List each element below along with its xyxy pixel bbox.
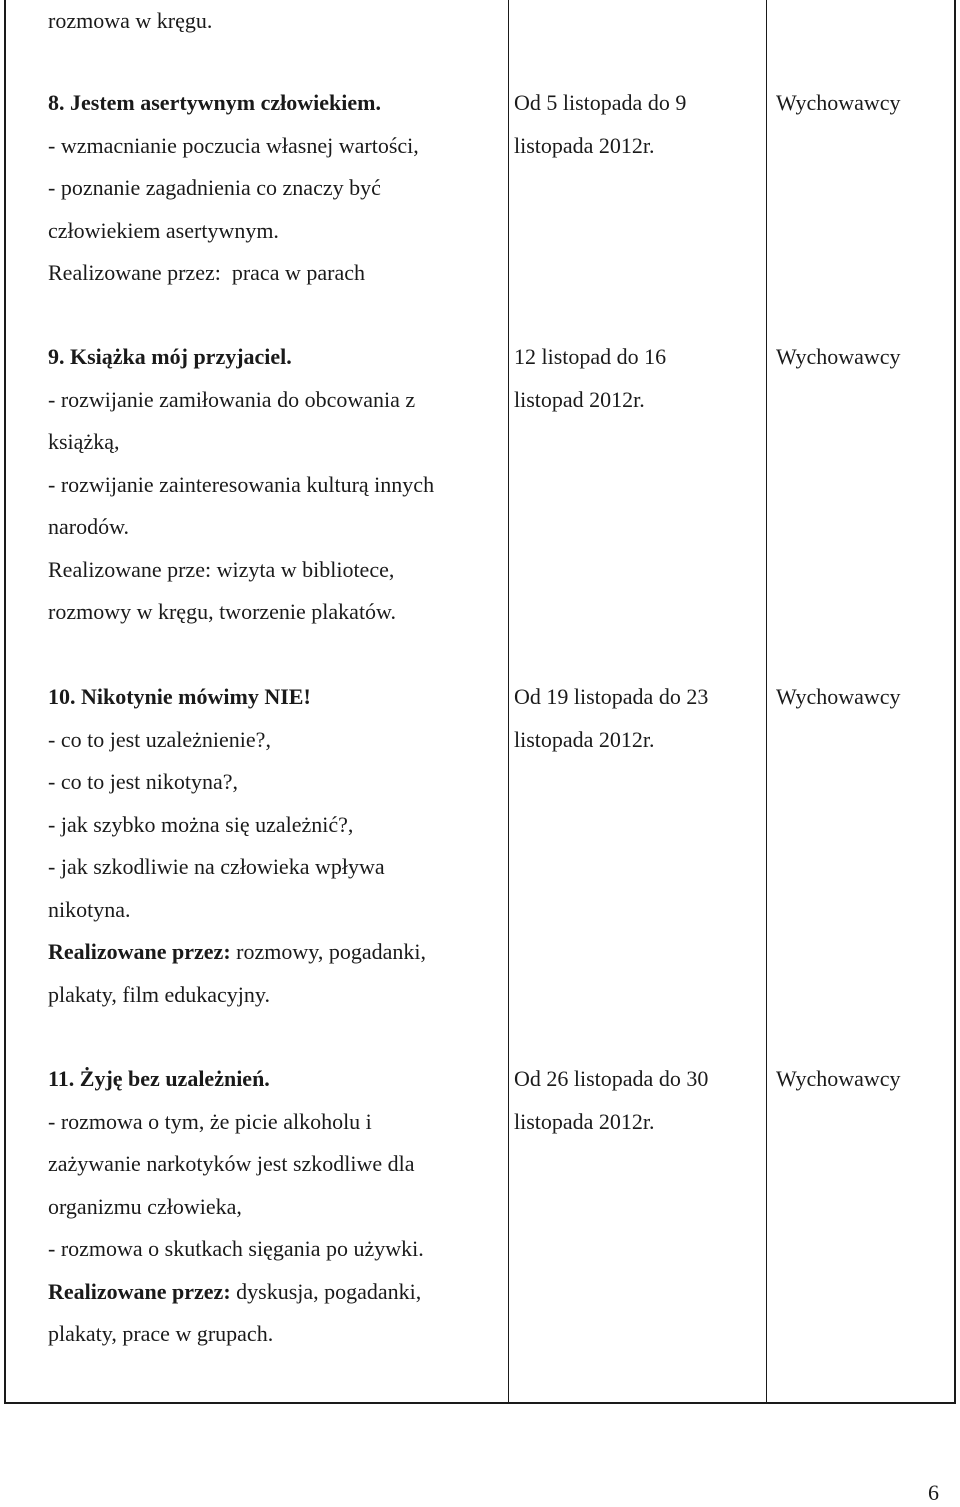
entry-desc-line: - rozmowa o tym, że picie alkoholu i <box>48 1108 372 1134</box>
realization-label: Realizowane przez: <box>48 1278 231 1304</box>
entry-title: 11. Żyję bez uzależnień. <box>48 1066 270 1091</box>
entry-desc-line: - co to jest nikotyna?, <box>48 769 239 794</box>
entry-desc-line: plakaty, film edukacyjny. <box>48 981 270 1007</box>
entry-11-date <box>514 1058 754 1143</box>
entry-desc-line: - wzmacnianie poczucia własnej wartości, <box>48 132 419 158</box>
responsible: Wychowawcy <box>776 344 901 369</box>
entry-realization <box>48 931 488 974</box>
column-divider-1 <box>508 0 509 1402</box>
entry-desc-line: plakaty, prace w grupach. <box>48 1321 274 1346</box>
entry-9-date <box>514 336 754 421</box>
entry-desc-line: organizmu człowieka, <box>48 1193 242 1219</box>
continued-line: rozmowa w kręgu. <box>48 8 213 33</box>
entry-desc-line: - poznanie zagadnienia co znaczy być <box>48 175 381 200</box>
entry-desc-line: - rozwijanie zainteresowania kulturą innych <box>48 471 435 497</box>
responsible: Wychowawcy <box>776 90 901 115</box>
date-line: Od 26 listopada do 30 <box>514 1066 709 1091</box>
realization-label: Realizowane przez: <box>48 260 221 285</box>
entry-11-responsible <box>776 1058 946 1101</box>
entry-desc-line: zażywanie narkotyków jest szkodliwe dla <box>48 1151 415 1176</box>
entry-desc-line: książką, <box>48 429 120 454</box>
date-line: listopada 2012r. <box>514 132 655 158</box>
entry-10-responsible <box>776 676 946 719</box>
page-number: 6 <box>928 1480 939 1505</box>
entry-desc-line: człowiekiem asertywnym. <box>48 217 279 243</box>
entry-desc-line: Realizowane prze: wizyta w bibliotece, <box>48 556 395 582</box>
date-line: listopada 2012r. <box>514 726 655 752</box>
entry-desc-line: narodów. <box>48 514 130 539</box>
entry-realization <box>48 252 488 295</box>
entry-8-date <box>514 82 754 167</box>
entry-desc-line: - jak szybko można się uzależnić?, <box>48 811 354 837</box>
entry-desc-line: - rozwijanie zamiłowania do obcowania z <box>48 386 416 412</box>
entry-9-description <box>48 336 488 634</box>
entry-desc-line: rozmowy w kręgu, tworzenie plakatów. <box>48 599 397 624</box>
realization-label: Realizowane przez: <box>48 939 231 964</box>
entry-10-description <box>48 676 488 1016</box>
column-divider-2 <box>766 0 767 1402</box>
responsible: Wychowawcy <box>776 1066 901 1091</box>
entry-9-responsible <box>776 336 946 379</box>
entry-desc-line: - jak szkodliwie na człowieka wpływa <box>48 854 385 879</box>
entry-8-responsible <box>776 82 946 125</box>
entry-desc-line: nikotyna. <box>48 896 131 922</box>
entry-title: 10. Nikotynie mówimy NIE! <box>48 684 311 709</box>
entry-10-date <box>514 676 754 761</box>
date-line: Od 19 listopada do 23 <box>514 684 709 709</box>
entry-desc-line: - rozmowa o skutkach sięgania po używki. <box>48 1236 424 1261</box>
entry-title: 9. Książka mój przyjaciel. <box>48 344 292 369</box>
continued-text <box>48 0 488 43</box>
entry-8-description <box>48 82 488 295</box>
responsible: Wychowawcy <box>776 684 901 709</box>
date-line: Od 5 listopada do 9 <box>514 90 687 115</box>
entry-realization <box>48 1271 488 1314</box>
date-line: listopad 2012r. <box>514 386 645 412</box>
date-line: listopada 2012r. <box>514 1108 655 1134</box>
entry-11-description <box>48 1058 488 1356</box>
realization-text: rozmowy, pogadanki, <box>230 939 426 964</box>
entry-title: 8. Jestem asertywnym człowiekiem. <box>48 90 381 115</box>
realization-text: praca w parach <box>220 260 365 285</box>
date-line: 12 listopad do 16 <box>514 344 667 369</box>
realization-text: dyskusja, pogadanki, <box>230 1278 422 1304</box>
entry-desc-line: - co to jest uzależnienie?, <box>48 726 271 752</box>
